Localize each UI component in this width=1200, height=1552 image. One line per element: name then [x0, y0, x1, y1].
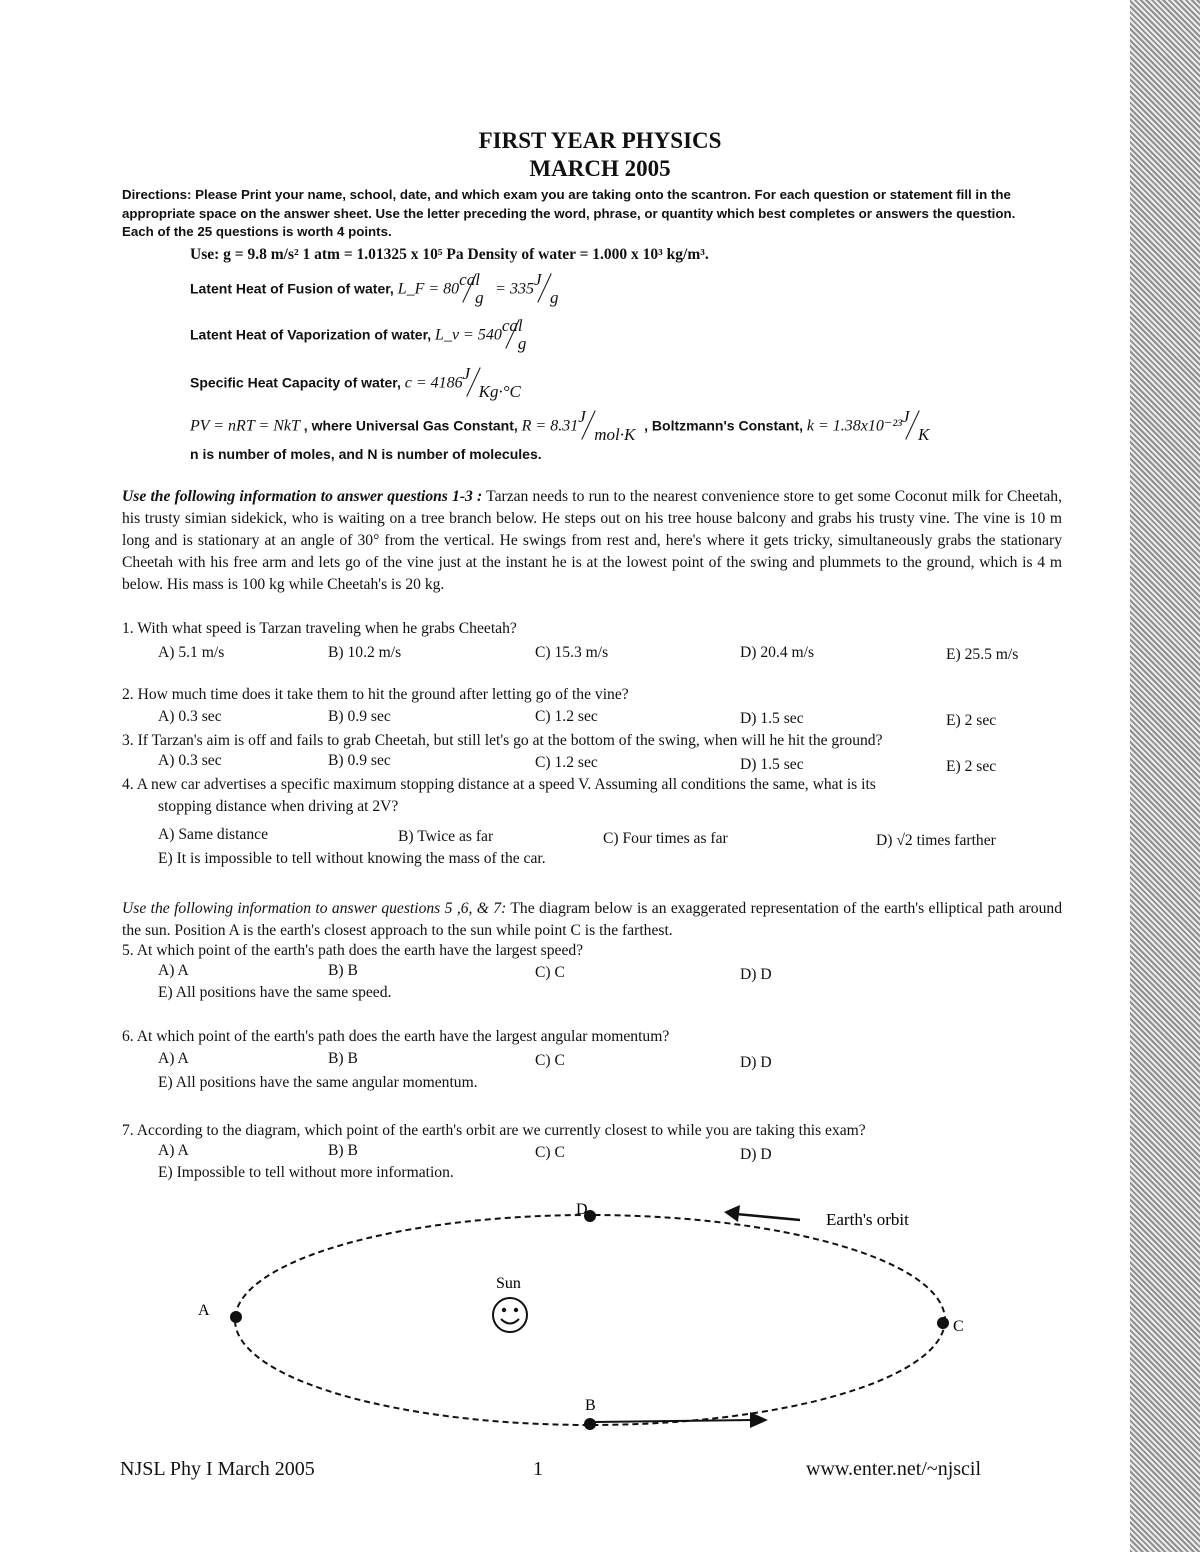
footer-url: www.enter.net/~njscil: [806, 1458, 982, 1480]
constants-use-line: Use: g = 9.8 m/s² 1 atm = 1.01325 x 10⁵ Pa Density of water = 1.000 x 10³ kg/m³.: [190, 246, 709, 263]
point-c-dot: [937, 1317, 949, 1329]
q3-option-d: D) 1.5 sec: [740, 756, 804, 773]
question-1: 1. With what speed is Tarzan traveling when he grabs Cheetah?: [122, 620, 517, 637]
q6-option-b: B) B: [328, 1050, 358, 1067]
label-a: A: [198, 1302, 210, 1319]
sun-smiley-icon: [493, 1298, 527, 1332]
fraction-J-per-K: J K: [901, 407, 930, 444]
gas-law: [190, 407, 932, 444]
question-6: 6. At which point of the earth's path does the earth have the largest angular momentum?: [122, 1028, 670, 1045]
q7-option-b: B) B: [328, 1142, 358, 1159]
q4-option-c: C) Four times as far: [603, 830, 728, 847]
q1-option-d: D) 20.4 m/s: [740, 644, 815, 661]
fraction-J-per-kgC: J Kg·°C: [462, 364, 521, 401]
latent-fusion-label: Latent Heat of Fusion of water,: [190, 280, 394, 297]
velocity-arrow-icon: [594, 1412, 768, 1428]
question-2: 2. How much time does it take them to hit the ground after letting go of the vine?: [122, 686, 629, 703]
question-7: 7. According to the diagram, which point of the earth's orbit are we currently closest to while you are taking this exam?: [122, 1122, 866, 1139]
q4-option-d: D) √2 times farther: [876, 832, 996, 849]
passage-orbit: [122, 898, 1062, 942]
q7-option-c: C) C: [535, 1144, 565, 1161]
fraction-cal-per-g: cal g: [459, 270, 484, 307]
passage-tarzan-lead: Use the following information to answer questions 1-3 :: [122, 488, 483, 505]
fraction-J-per-g: J g: [533, 270, 559, 307]
footer-page-number: 1: [533, 1458, 543, 1480]
question-5: 5. At which point of the earth's path does the earth have the largest speed?: [122, 942, 584, 959]
label-c: C: [953, 1318, 964, 1335]
q5-option-c: C) C: [535, 964, 565, 981]
label-earths-orbit: Earth's orbit: [826, 1210, 909, 1229]
q1-option-e: E) 25.5 m/s: [946, 646, 1019, 663]
question-4: 4. A new car advertises a specific maximum stopping distance at a speed V. Assuming all conditions the same, what is its: [122, 776, 876, 793]
latent-vapor-symbol: L_v = 540: [435, 326, 502, 344]
footer-left: NJSL Phy I March 2005: [120, 1458, 315, 1480]
q3-option-b: B) 0.9 sec: [328, 752, 391, 769]
latent-fusion-mid: = 335: [495, 280, 534, 298]
page-title: FIRST YEAR PHYSICS: [478, 128, 722, 153]
latent-vaporization: [190, 316, 538, 353]
gas-equation: PV = nRT = NkT: [190, 417, 300, 435]
point-b-dot: [584, 1418, 596, 1430]
label-b: B: [585, 1397, 596, 1414]
passage-tarzan-body: Tarzan needs to run to the nearest convenience store to get some Coconut milk for Cheetah, his trusty simian sidekick, who is waiting on a tree branch below. He steps out on his tree house balcony and grabs his trusty vine. The vine is 10 m long and is stationary at an angle of 30° from the vertical. He swings from rest and, here's where it gets tricky, simultaneously grabs the stationary Cheetah with his free arm and lets go of the vine just at the instant he is at the lowest point of the swing and plummets to the ground, which is 4 m below. His mass is 100 kg while Cheetah's is 20 kg.: [122, 488, 1062, 593]
q2-option-a: A) 0.3 sec: [158, 708, 222, 725]
q2-option-b: B) 0.9 sec: [328, 708, 391, 725]
q6-option-e: E) All positions have the same angular momentum.: [158, 1074, 478, 1091]
label-d: D: [576, 1201, 588, 1218]
moles-note: n is number of moles, and N is number of molecules.: [190, 446, 542, 462]
latent-vapor-label: Latent Heat of Vaporization of water,: [190, 326, 432, 343]
fraction-cal-per-g-2: cal g: [501, 316, 527, 353]
q3-option-c: C) 1.2 sec: [535, 754, 598, 771]
passage-tarzan: [122, 486, 1062, 596]
latent-fusion-symbol: L_F = 80: [397, 280, 460, 298]
q6-option-c: C) C: [535, 1052, 565, 1069]
specific-heat: [190, 364, 533, 401]
q6-option-a: A) A: [158, 1050, 189, 1067]
q3-option-a: A) 0.3 sec: [158, 752, 222, 769]
q7-option-e: E) Impossible to tell without more information.: [158, 1164, 454, 1181]
q6-option-d: D) D: [740, 1054, 772, 1071]
q1-option-b: B) 10.2 m/s: [328, 644, 402, 661]
orbit-diagram: [0, 1190, 1130, 1450]
boltz-k: k = 1.38x10⁻²³: [806, 417, 902, 435]
boltz-label: , Boltzmann's Constant,: [644, 417, 804, 434]
passage-orbit-lead: Use the following information to answer questions 5 ,6, & 7:: [122, 900, 507, 917]
orbit-direction-arrow-icon: [724, 1205, 800, 1222]
q7-option-d: D) D: [740, 1146, 772, 1163]
q5-option-b: B) B: [328, 962, 358, 979]
latent-fusion: [190, 270, 570, 307]
q2-option-e: E) 2 sec: [946, 712, 997, 729]
passage-orbit-body: The diagram below is an exaggerated representation of the earth's elliptical path around the sun. Position A is the earth's closest approach to the sun while point C is the farthest.: [122, 900, 1062, 939]
q1-option-c: C) 15.3 m/s: [535, 644, 609, 661]
directions: Directions: Please Print your name, school, date, and which exam you are taking onto the scantron. For each question or statement fill in the appropriate space on the answer sheet. Use the letter preceding the word, phrase, or quantity which best completes or answers the question. Each of the 25 questions is worth 4 points.: [122, 187, 1016, 239]
specific-heat-label: Specific Heat Capacity of water,: [190, 374, 401, 391]
point-a-dot: [230, 1311, 242, 1323]
q2-option-d: D) 1.5 sec: [740, 710, 804, 727]
question-3: 3. If Tarzan's aim is off and fails to grab Cheetah, but still let's go at the bottom of the swing, when will he hit the ground?: [122, 732, 883, 749]
q5-option-e: E) All positions have the same speed.: [158, 984, 392, 1001]
q2-option-c: C) 1.2 sec: [535, 708, 598, 725]
q5-option-a: A) A: [158, 962, 189, 979]
scan-edge-noise: [1130, 0, 1200, 1552]
question-4-line2: stopping distance when driving at 2V?: [158, 798, 399, 815]
q7-option-a: A) A: [158, 1142, 189, 1159]
q1-option-a: A) 5.1 m/s: [158, 644, 225, 661]
q4-option-b: B) Twice as far: [398, 828, 494, 845]
label-sun: Sun: [496, 1275, 521, 1292]
gas-where: , where Universal Gas Constant,: [303, 417, 518, 434]
q3-option-e: E) 2 sec: [946, 758, 997, 775]
orbit-ellipse: [235, 1215, 945, 1425]
specific-heat-symbol: c = 4186: [404, 374, 463, 392]
page-date: MARCH 2005: [529, 156, 671, 181]
q4-option-a: A) Same distance: [158, 826, 268, 843]
q5-option-d: D) D: [740, 966, 772, 983]
fraction-J-per-molK: J mol·K: [578, 407, 636, 444]
gas-R: R = 8.31: [521, 417, 579, 435]
q4-option-e: E) It is impossible to tell without knowing the mass of the car.: [158, 850, 546, 867]
